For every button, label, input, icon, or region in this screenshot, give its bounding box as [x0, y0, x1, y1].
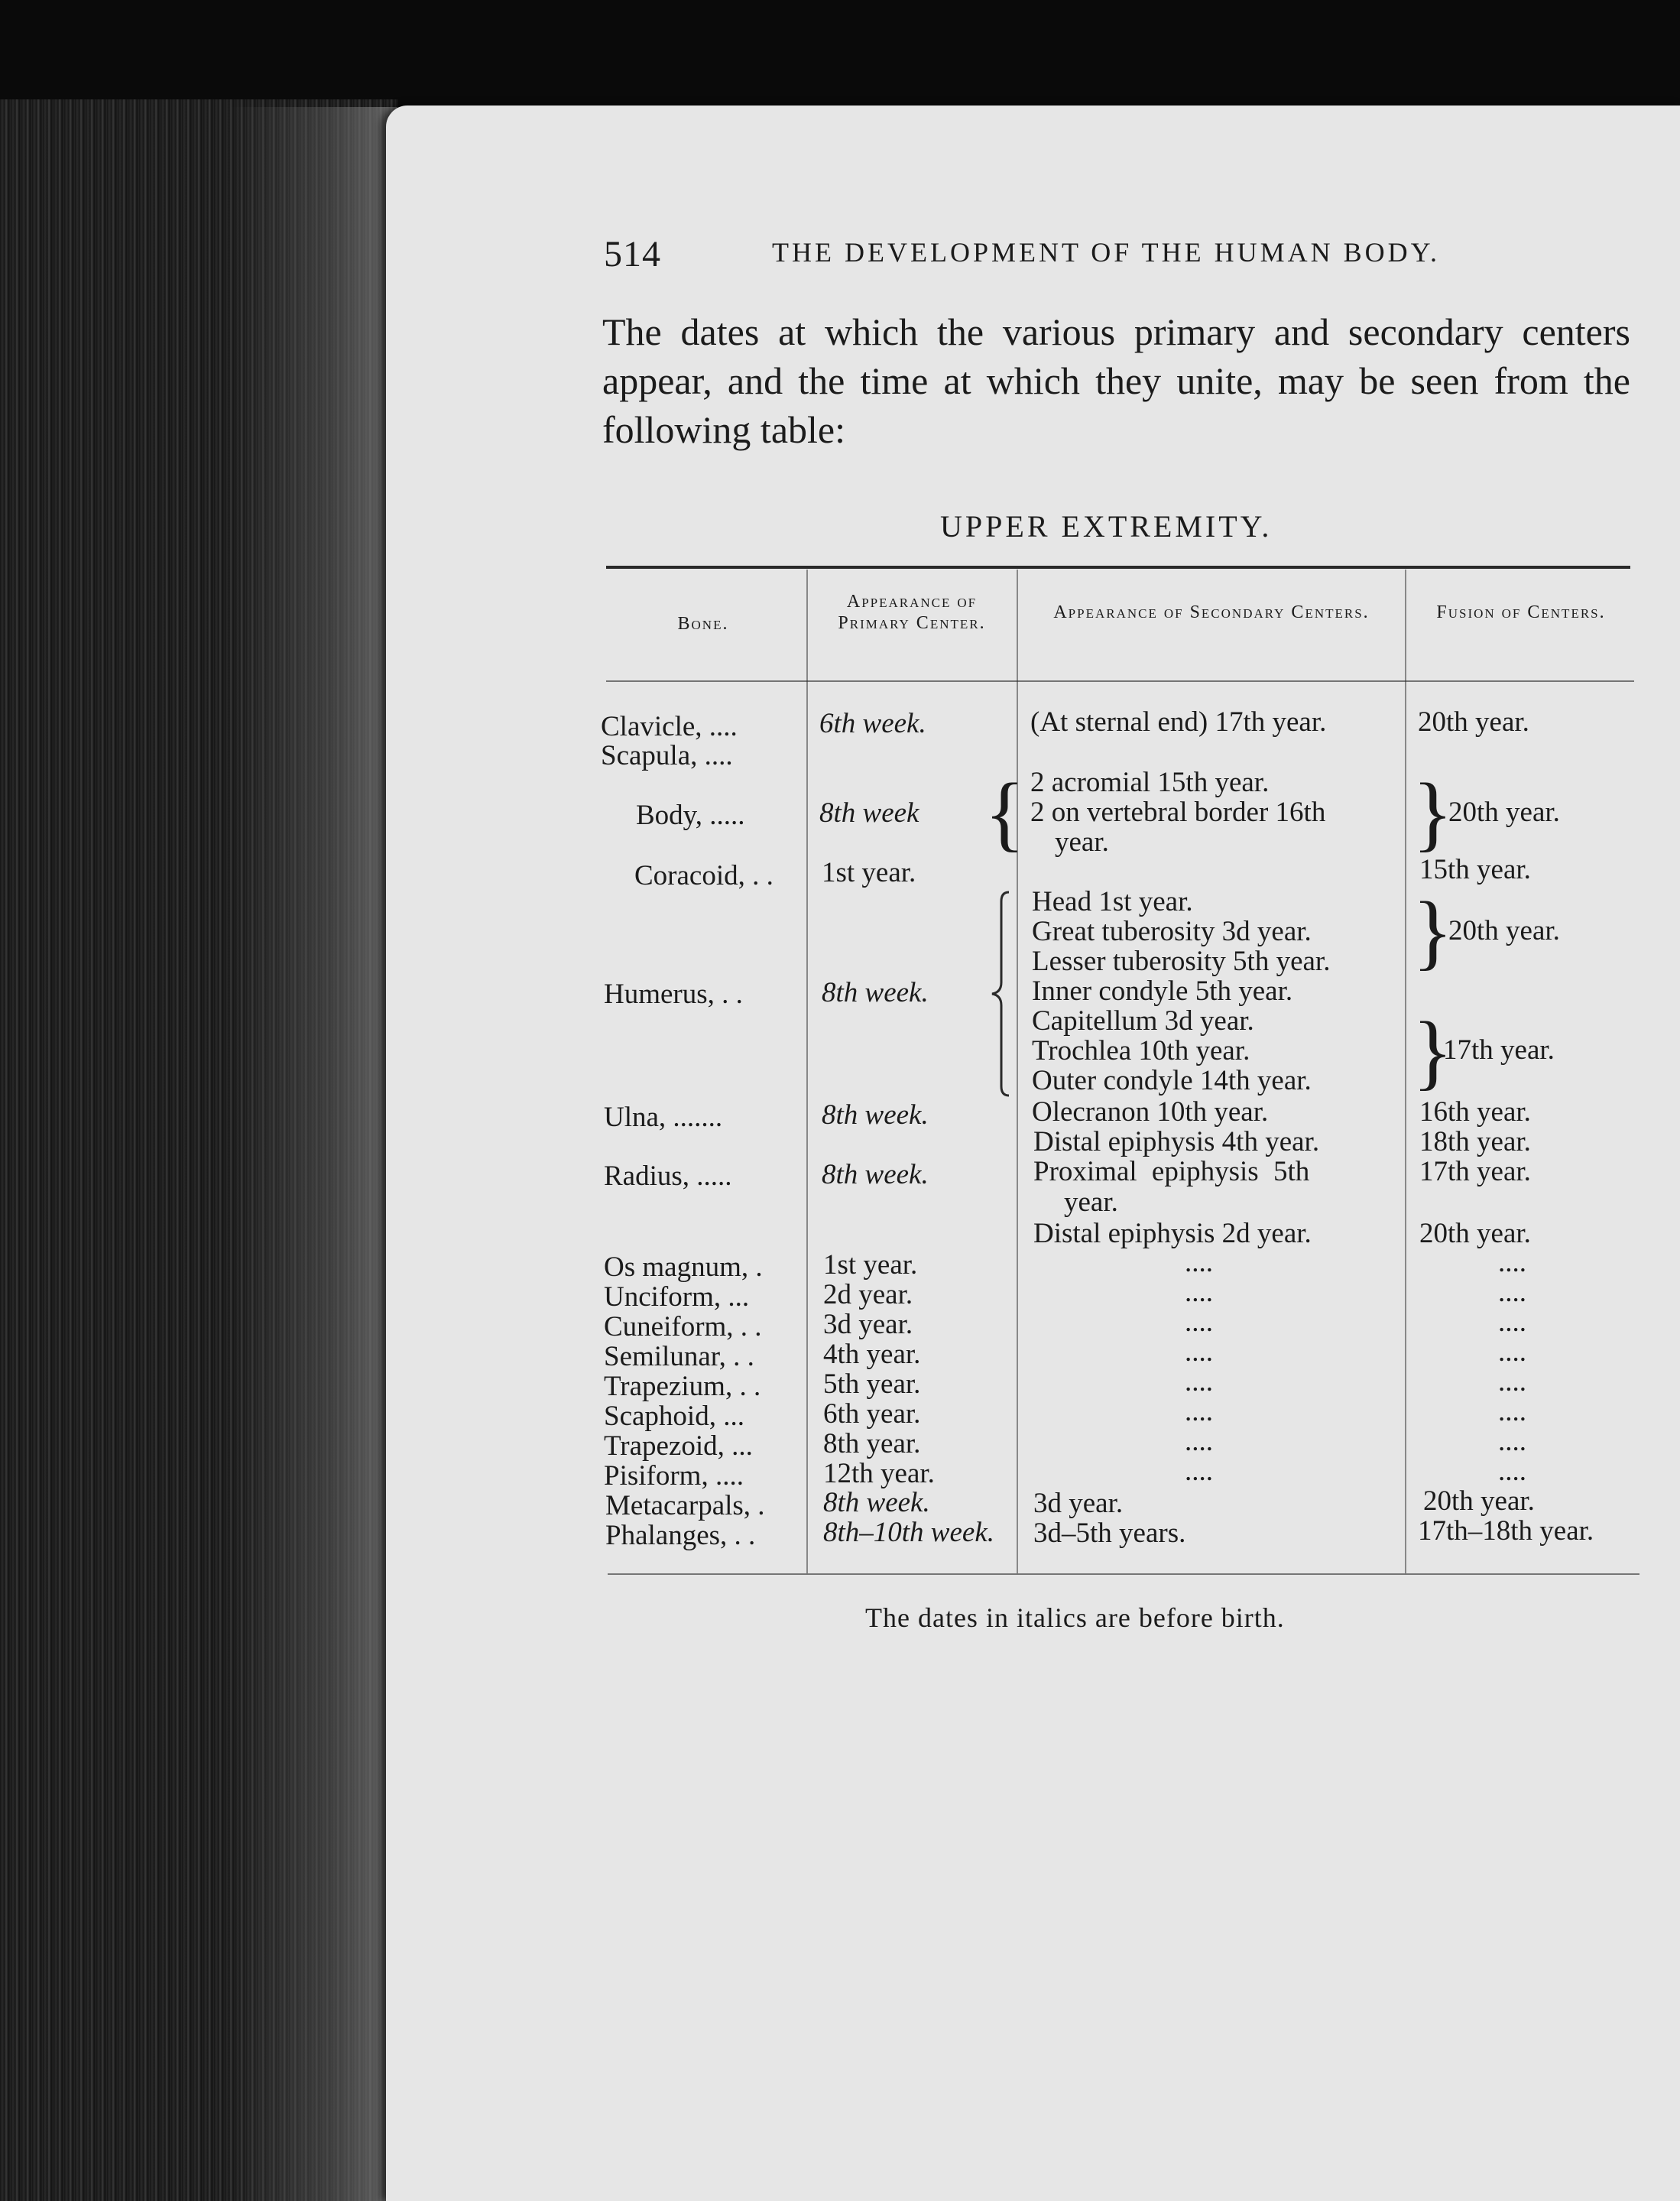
book-edge-shading	[229, 107, 397, 2201]
primary-unciform: 2d year.	[823, 1279, 913, 1310]
secondary-body-3: year.	[1055, 826, 1109, 858]
primary-semilunar: 4th year.	[823, 1339, 921, 1370]
secondary-metacarpals: 3d year.	[1033, 1488, 1124, 1519]
fusion-unciform: ....	[1498, 1277, 1526, 1308]
bone-trapezium: Trapezium, . .	[604, 1371, 761, 1402]
bone-scapula: Scapula, ....	[601, 740, 733, 771]
bone-os-magnum: Os magnum, .	[604, 1251, 763, 1283]
primary-metacarpals: 8th week.	[823, 1487, 930, 1518]
bone-humerus: Humerus, . .	[604, 979, 743, 1010]
fusion-radius-2: 20th year.	[1419, 1218, 1531, 1249]
primary-pisiform: 12th year.	[823, 1458, 935, 1489]
fusion-semilunar: ....	[1498, 1336, 1526, 1368]
bone-metacarpals: Metacarpals, .	[605, 1490, 765, 1521]
bone-ulna: Ulna, .......	[604, 1102, 723, 1133]
page-header	[604, 233, 1441, 275]
secondary-body-1: 2 acromial 15th year.	[1030, 767, 1270, 798]
fusion-body: 20th year.	[1448, 797, 1560, 828]
primary-cuneiform: 3d year.	[823, 1309, 913, 1340]
fusion-trapezium: ....	[1498, 1366, 1526, 1398]
secondary-humerus-2: Great tuberosity 3d year.	[1032, 916, 1312, 947]
secondary-radius-2: year.	[1064, 1187, 1118, 1218]
secondary-clavicle: (At sternal end) 17th year.	[1030, 706, 1327, 738]
table-top-rule	[606, 566, 1630, 569]
brace-open-body: {	[984, 766, 1025, 859]
fusion-phalanges: 17th–18th year.	[1418, 1515, 1594, 1547]
secondary-semilunar: ....	[1185, 1336, 1213, 1368]
secondary-ulna-2: Distal epiphysis 4th year.	[1033, 1126, 1320, 1157]
fusion-coracoid: 15th year.	[1419, 854, 1531, 885]
secondary-body-2: 2 on vertebral border 16th	[1030, 797, 1326, 828]
primary-radius: 8th week.	[822, 1159, 929, 1190]
running-title: THE DEVELOPMENT OF THE HUMAN BODY.	[772, 237, 1441, 268]
bone-unciform: Unciform, ...	[604, 1281, 750, 1313]
header-bone: Bone.	[677, 614, 729, 634]
header-bottom-rule	[606, 680, 1634, 682]
header-secondary-centers: Appearance of Secondary Centers.	[1053, 602, 1370, 622]
column-divider-3	[1405, 570, 1406, 1573]
secondary-humerus-7: Outer condyle 14th year.	[1032, 1065, 1312, 1096]
primary-coracoid: 1st year.	[822, 857, 916, 888]
fusion-ulna-1: 16th year.	[1419, 1096, 1531, 1128]
table-caption: UPPER EXTREMITY.	[940, 509, 1273, 544]
brace-close-humerus-lower: }	[1412, 1005, 1453, 1098]
brace-close-body: }	[1412, 766, 1453, 859]
bone-pisiform: Pisiform, ....	[604, 1460, 744, 1492]
primary-phalanges: 8th–10th week.	[823, 1517, 995, 1548]
header-primary-center: Appearance of Primary Center.	[838, 592, 986, 633]
secondary-cuneiform: ....	[1185, 1307, 1213, 1338]
fusion-radius-1: 17th year.	[1419, 1156, 1531, 1187]
column-divider-2	[1017, 570, 1018, 1573]
secondary-unciform: ....	[1185, 1277, 1213, 1308]
table-bottom-rule	[608, 1573, 1639, 1575]
scan-top-background	[0, 0, 1680, 107]
primary-scaphoid: 6th year.	[823, 1398, 921, 1430]
secondary-humerus-6: Trochlea 10th year.	[1032, 1035, 1250, 1066]
table-footnote: The dates in italics are before birth.	[865, 1602, 1285, 1633]
bone-clavicle: Clavicle, ....	[601, 711, 738, 742]
secondary-scaphoid: ....	[1185, 1396, 1213, 1427]
bone-phalanges: Phalanges, . .	[605, 1520, 756, 1551]
fusion-humerus-lower: 17th year.	[1443, 1034, 1555, 1066]
bone-cuneiform: Cuneiform, . .	[604, 1311, 762, 1342]
secondary-os-magnum: ....	[1185, 1247, 1213, 1278]
fusion-os-magnum: ....	[1498, 1247, 1526, 1278]
fusion-scaphoid: ....	[1498, 1396, 1526, 1427]
secondary-humerus-4: Inner condyle 5th year.	[1032, 976, 1293, 1007]
bone-body: Body, .....	[636, 800, 745, 831]
primary-trapezium: 5th year.	[823, 1368, 921, 1400]
intro-paragraph: The dates at which the various primary and secondary centers appear, and the time at which they unite, may be seen from the following table:	[602, 310, 1630, 451]
secondary-humerus-5: Capitellum 3d year.	[1032, 1005, 1254, 1037]
primary-body: 8th week	[819, 797, 919, 829]
bone-radius: Radius, .....	[604, 1161, 732, 1192]
brace-close-humerus-upper: }	[1412, 885, 1453, 978]
secondary-trapezium: ....	[1185, 1366, 1213, 1398]
fusion-pisiform: ....	[1498, 1456, 1526, 1487]
secondary-humerus-3: Lesser tuberosity 5th year.	[1032, 946, 1331, 977]
column-divider-1	[806, 570, 808, 1573]
secondary-pisiform: ....	[1185, 1456, 1213, 1487]
secondary-radius-1: Proximal epiphysis 5th	[1033, 1156, 1310, 1187]
primary-os-magnum: 1st year.	[823, 1249, 918, 1281]
primary-humerus: 8th week.	[822, 977, 929, 1008]
fusion-metacarpals: 20th year.	[1423, 1485, 1535, 1517]
fusion-ulna-2: 18th year.	[1419, 1126, 1531, 1157]
secondary-humerus-1: Head 1st year.	[1032, 886, 1193, 917]
bone-trapezoid: Trapezoid, ...	[604, 1430, 753, 1462]
secondary-ulna-1: Olecranon 10th year.	[1032, 1096, 1269, 1128]
brace-open-humerus	[986, 891, 1017, 1097]
fusion-clavicle: 20th year.	[1418, 706, 1529, 738]
secondary-phalanges: 3d–5th years.	[1033, 1518, 1186, 1549]
bone-semilunar: Semilunar, . .	[604, 1341, 754, 1372]
page-number: 514	[604, 234, 661, 274]
fusion-cuneiform: ....	[1498, 1307, 1526, 1338]
bone-scaphoid: Scaphoid, ...	[604, 1401, 744, 1432]
header-fusion: Fusion of Centers.	[1436, 602, 1606, 622]
primary-clavicle: 6th week.	[819, 708, 926, 739]
primary-ulna: 8th week.	[822, 1099, 929, 1131]
primary-trapezoid: 8th year.	[823, 1428, 921, 1459]
secondary-trapezoid: ....	[1185, 1426, 1213, 1457]
fusion-trapezoid: ....	[1498, 1426, 1526, 1457]
bone-coracoid: Coracoid, . .	[634, 860, 774, 891]
fusion-humerus-upper: 20th year.	[1448, 915, 1560, 946]
secondary-radius-3: Distal epiphysis 2d year.	[1033, 1218, 1312, 1249]
